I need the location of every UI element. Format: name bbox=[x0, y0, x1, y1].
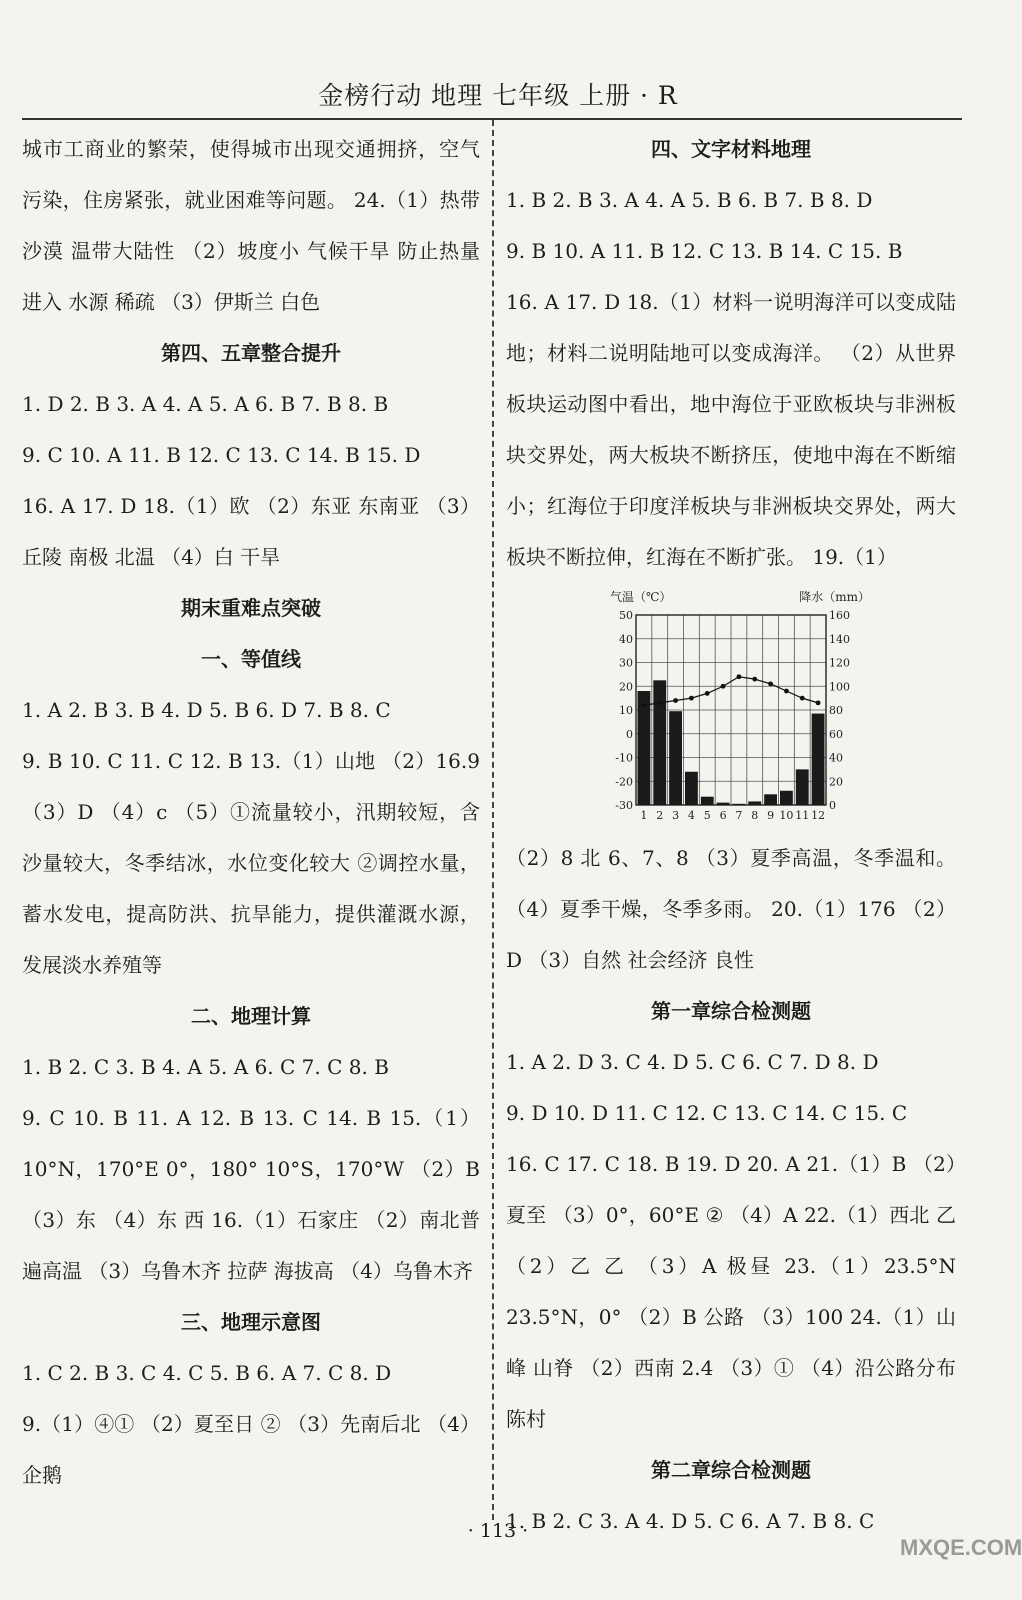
answer-text: 16. A 17. D 18.（1）欧 （2）东亚 东南亚 （3）丘陵 南极 北温 （4）白 干旱 bbox=[22, 494, 480, 569]
y-tick-left: 50 bbox=[619, 609, 633, 622]
x-tick: 7 bbox=[735, 809, 743, 822]
left-column bbox=[22, 124, 480, 1501]
section-heading: 第二章综合检测题 bbox=[651, 1458, 811, 1482]
y-tick-left: -30 bbox=[615, 799, 633, 812]
y-tick-right: 120 bbox=[829, 656, 850, 670]
column-divider bbox=[492, 120, 494, 1520]
temperature-point bbox=[737, 674, 742, 679]
temperature-point bbox=[705, 691, 710, 696]
answer-text: 1. A 2. B 3. B 4. D 5. B 6. D 7. B 8. C bbox=[22, 698, 391, 722]
page-number: · 113 · bbox=[467, 1520, 529, 1542]
y-axis-left-label: 气温（℃） bbox=[610, 590, 672, 604]
x-tick: 1 bbox=[640, 809, 648, 822]
x-tick: 10 bbox=[779, 809, 794, 822]
x-tick: 11 bbox=[795, 809, 810, 822]
answer-text: 1. A 2. D 3. C 4. D 5. C 6. C 7. D 8. D bbox=[506, 1050, 879, 1074]
precipitation-bar bbox=[748, 801, 761, 805]
section-heading: 四、文字材料地理 bbox=[651, 137, 811, 161]
section-heading: 第一章综合检测题 bbox=[651, 999, 811, 1023]
y-tick-left: 0 bbox=[626, 727, 633, 741]
answer-text: 1. C 2. B 3. C 4. C 5. B 6. A 7. C 8. D bbox=[22, 1361, 392, 1385]
x-tick: 5 bbox=[703, 809, 711, 822]
y-tick-left: -20 bbox=[615, 775, 633, 789]
answer-text: 1. D 2. B 3. A 4. A 5. A 6. B 7. B 8. B bbox=[22, 392, 389, 416]
answer-text: 9. B 10. A 11. B 12. C 13. B 14. C 15. B bbox=[506, 239, 903, 263]
page-header: 金榜行动 地理 七年级 上册 · R bbox=[318, 81, 678, 110]
answer-text: 16. A 17. D 18.（1）材料一说明海洋可以变成陆地；材料二说明陆地可以变成海洋。 （2）从世界板块运动图中看出，地中海位于亚欧板块与非洲板块交界处，两大板块不断挤压，使地中海在不断缩小；红海位于印度洋板块与非洲板块交界处，两大板块不断拉伸，红海在不断扩张。 19.（1） bbox=[506, 290, 956, 569]
y-tick-right: 80 bbox=[829, 704, 843, 717]
y-tick-right: 60 bbox=[829, 727, 843, 741]
precipitation-bar bbox=[764, 794, 777, 805]
answer-text: 9. B 10. C 11. C 12. B 13.（1）山地 （2）16.9 （3）D （4）c （5）①流量较小，汛期较短，含沙量较大，冬季结冰，水位变化较大 ②调控水量，蓄水发电，提高防洪、抗旱能力，提供灌溉水源，发展淡水养殖等 bbox=[22, 749, 480, 977]
temperature-point bbox=[784, 689, 789, 694]
answer-text: 9. C 10. B 11. A 12. B 13. C 14. B 15.（1）10°N，170°E 0°，180° 10°S，170°W （2）B （3）东 （4）东 西 16.（1）石家庄 （2）南北普遍高温 （3）乌鲁木齐 拉萨 海拔高 （4）乌鲁木齐 bbox=[22, 1106, 480, 1283]
precipitation-bar bbox=[796, 769, 809, 805]
answer-text: （2）8 北 6、7、8 （3）夏季高温，冬季温和。 （4）夏季干燥，冬季多雨。 20.（1）176 （2）D （3）自然 社会经济 良性 bbox=[506, 846, 956, 972]
y-tick-left: -10 bbox=[615, 751, 633, 765]
y-tick-right: 40 bbox=[829, 751, 843, 765]
answer-text: 9.（1）④① （2）夏至日 ② （3）先南后北 （4）企鹅 bbox=[22, 1412, 480, 1487]
precipitation-bar bbox=[717, 803, 730, 805]
answer-text: 16. C 17. C 18. B 19. D 20. A 21.（1）B （2）夏至 （3）0°，60°E ② （4）A 22.（1）西北 乙 （2）乙 乙 （3）A 极昼 23.（1）23.5°N 23.5°N，0° （2）B 公路 （3）100 24.（1）山峰 山脊 （2）西南 2.4 （3）① （4）沿公路分布 陈村 bbox=[506, 1152, 956, 1431]
section-heading: 第四、五章整合提升 bbox=[161, 341, 341, 365]
y-tick-left: 10 bbox=[619, 704, 633, 717]
watermark: MXQE.COM bbox=[900, 1535, 1022, 1560]
x-tick: 12 bbox=[811, 809, 826, 822]
answer-text: 1. B 2. B 3. A 4. A 5. B 6. B 7. B 8. D bbox=[506, 188, 873, 212]
y-tick-right: 20 bbox=[829, 775, 843, 789]
y-tick-right: 0 bbox=[829, 799, 836, 812]
answer-text: 城市工商业的繁荣，使得城市出现交通拥挤，空气污染，住房紧张，就业困难等问题。 24.（1）热带沙漠 温带大陆性 （2）坡度小 气候干旱 防止热量进入 水源 稀疏 （3）伊斯兰 白色 bbox=[22, 137, 480, 314]
x-tick: 6 bbox=[719, 809, 727, 822]
y-tick-right: 100 bbox=[829, 680, 850, 694]
temperature-point bbox=[768, 681, 773, 686]
y-tick-left: 20 bbox=[619, 680, 633, 694]
right-column-bottom bbox=[506, 833, 956, 1547]
precipitation-bar bbox=[701, 797, 714, 805]
temperature-point bbox=[752, 677, 757, 682]
temperature-point bbox=[721, 684, 726, 689]
temperature-point bbox=[816, 700, 821, 705]
temperature-point bbox=[642, 703, 647, 708]
x-tick: 9 bbox=[767, 809, 775, 822]
section-heading: 一、等值线 bbox=[201, 647, 301, 671]
precipitation-bar bbox=[812, 714, 825, 805]
x-tick: 3 bbox=[672, 809, 680, 822]
section-heading: 期末重难点突破 bbox=[181, 596, 321, 620]
precipitation-bar bbox=[638, 691, 651, 805]
section-heading: 二、地理计算 bbox=[191, 1004, 311, 1028]
precipitation-bar bbox=[669, 711, 682, 805]
precipitation-bar bbox=[685, 772, 698, 805]
precipitation-bar bbox=[780, 791, 793, 805]
answer-text: 9. D 10. D 11. C 12. C 13. C 14. C 15. C bbox=[506, 1101, 908, 1125]
right-column bbox=[506, 124, 956, 1547]
section-heading: 三、地理示意图 bbox=[181, 1310, 321, 1334]
y-tick-right: 140 bbox=[829, 632, 850, 646]
y-tick-right: 160 bbox=[829, 609, 850, 622]
temperature-point bbox=[800, 696, 805, 701]
y-axis-right-label: 降水（mm） bbox=[799, 590, 870, 604]
right-column-top bbox=[506, 124, 956, 583]
y-tick-left: 30 bbox=[619, 656, 633, 670]
answer-text: 9. C 10. A 11. B 12. C 13. C 14. B 15. D bbox=[22, 443, 421, 467]
x-tick: 8 bbox=[751, 809, 759, 822]
y-tick-left: 40 bbox=[619, 632, 633, 646]
temperature-point bbox=[657, 700, 662, 705]
climate-chart bbox=[610, 589, 870, 829]
precipitation-bar bbox=[653, 680, 666, 805]
temperature-point bbox=[689, 696, 694, 701]
precipitation-bar bbox=[733, 804, 746, 805]
x-tick: 2 bbox=[656, 809, 664, 822]
x-tick: 4 bbox=[687, 809, 695, 822]
answer-text: 1. B 2. C 3. A 4. D 5. C 6. A 7. B 8. C bbox=[506, 1509, 875, 1533]
temperature-point bbox=[673, 698, 678, 703]
answer-text: 1. B 2. C 3. B 4. A 5. A 6. C 7. C 8. B bbox=[22, 1055, 389, 1079]
